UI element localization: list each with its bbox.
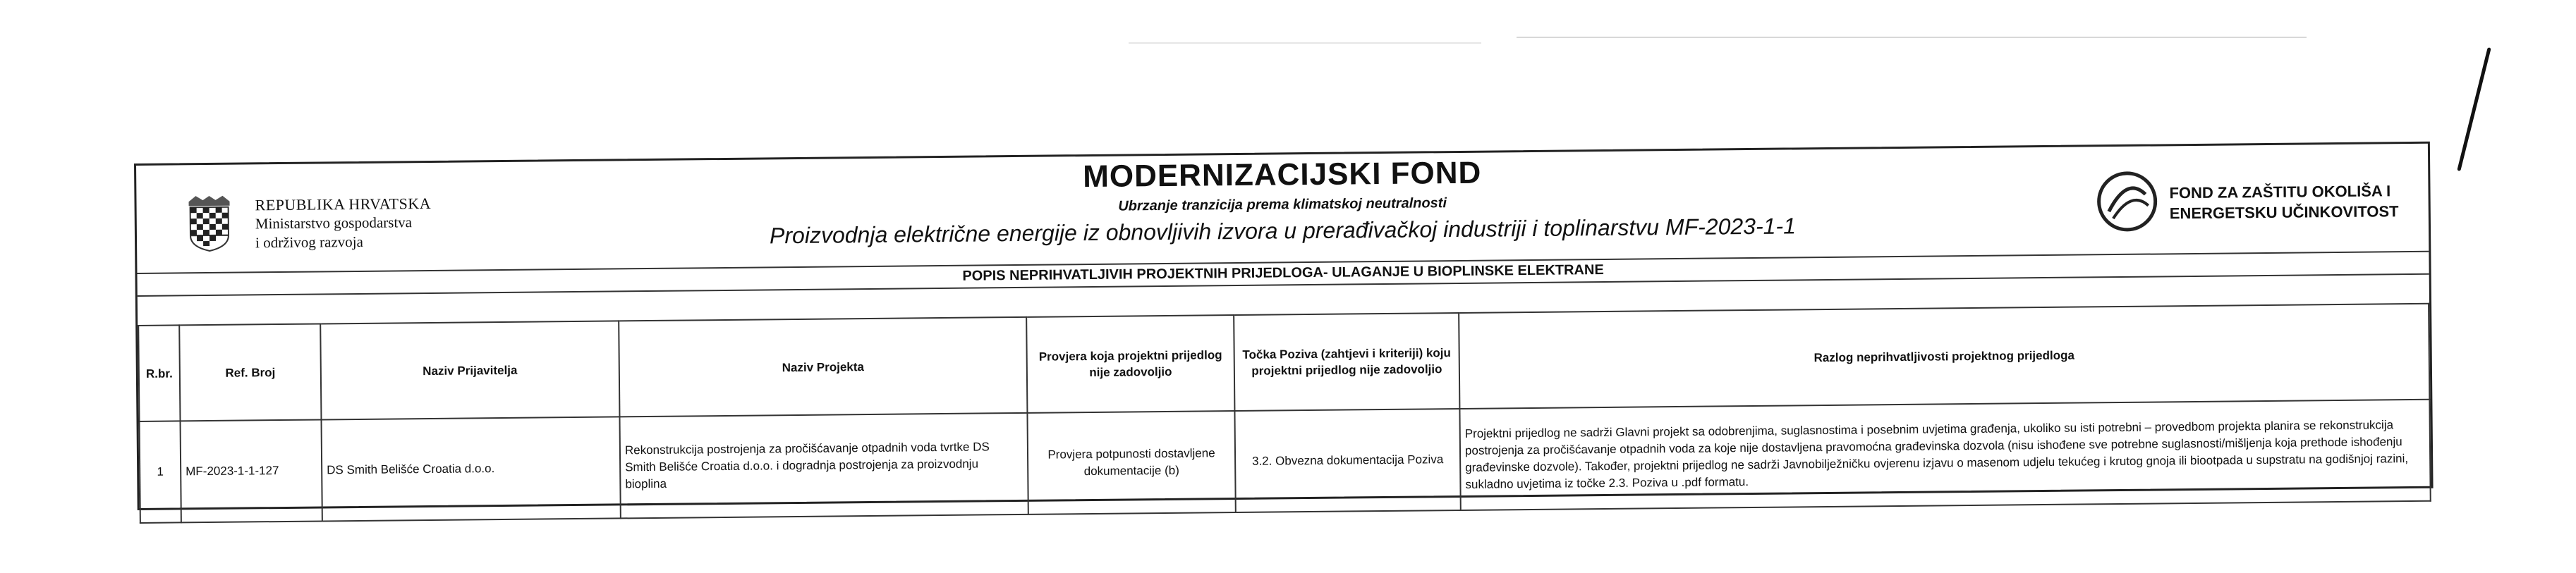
ministry-line-3: i održivog razvoja (255, 233, 363, 252)
page-tagline: Ubrzanje tranzicija prema klimatskoj neutralnosti (1118, 195, 1447, 214)
fund-line-1: FOND ZA ZAŠTITU OKOLIŠA I (2169, 182, 2391, 202)
list-title: POPIS NEPRIHVATLJIVIH PROJEKTNIH PRIJEDLOGA- ULAGANJE U BIOPLINSKE ELEKTRANE (137, 251, 2429, 297)
cell-call-point: 3.2. Obvezna dokumentacija Poziva (1234, 409, 1460, 512)
scan-artifact (1517, 37, 2307, 38)
cell-ref: MF-2023-1-1-127 (181, 419, 322, 522)
ministry-line-1: REPUBLIKA HRVATSKA (255, 194, 432, 214)
table-row (140, 400, 2431, 523)
fund-logo-icon (2094, 168, 2160, 234)
col-header-ref: Ref. Broj (179, 324, 321, 421)
scan-artifact (1129, 42, 1481, 44)
col-header-rbr: R.br. (138, 325, 180, 421)
col-header-check: Provjera koja projektni prijedlog nije zadovoljio (1026, 315, 1234, 413)
cell-applicant: DS Smith Belišće Croatia d.o.o. (322, 417, 621, 521)
ministry-line-2: Ministarstvo gospodarstva (255, 214, 413, 233)
col-header-call-point: Točka Poziva (zahtjevi i kriteriji) koju projektni prijedlog nije zadovoljio (1234, 313, 1459, 411)
col-header-reason: Razlog neprihvatljivosti projektnog prijedloga (1459, 304, 2429, 409)
col-header-project: Naziv Projekta (619, 317, 1027, 417)
document-page (134, 142, 2434, 510)
page-title: MODERNIZACIJSKI FOND (1082, 155, 1482, 195)
cell-reason: Projektni prijedlog ne sadrži Glavni projekt sa odobrenjima, suglasnostima i posebnim uvjetima građenja, ukoliko su isti potrebni – provedbom projekta planira se rekonstrukcija postrojenja za pročišćavanje otpadnih voda za koje nije dostavljena pravomoćna građevinska dozvola (nisu ishođene sve potrebne suglasnosti/mišljenja koja prethode ishođenju građevinske dozvole). Također, projektni prijedlog ne sadrži Javnobilježničku ovjerenu izjavu o masenom udjelu tekućeg i krutog gnoja ili biootpada u supstratu na godišnjoj razini, sukladno uvjetima iz točke 2.3. Poziva u .pdf formatu. (1459, 400, 2430, 510)
fund-name (2169, 180, 2398, 223)
call-name: Proizvodnja električne energije iz obnovljivih izvora u prerađivačkoj industriji i toplinarstvu MF-2023-1-1 (769, 213, 1797, 249)
fund-line-2: ENERGETSKU UČINKOVITOST (2169, 202, 2399, 223)
ineligible-projects-table (138, 303, 2431, 524)
cell-check: Provjera potpunosti dostavljene dokumentacije (b) (1027, 411, 1235, 515)
cell-rbr: 1 (140, 421, 181, 523)
col-header-applicant: Naziv Prijavitelja (320, 321, 619, 419)
pen-mark (2457, 47, 2491, 171)
cell-project: Rekonstrukcija postrojenja za pročišćavanje otpadnih voda tvrtke DS Smith Belišće Croatia d.o.o. i dogradnja postrojenja za proizvodnju bioplina (619, 413, 1028, 519)
